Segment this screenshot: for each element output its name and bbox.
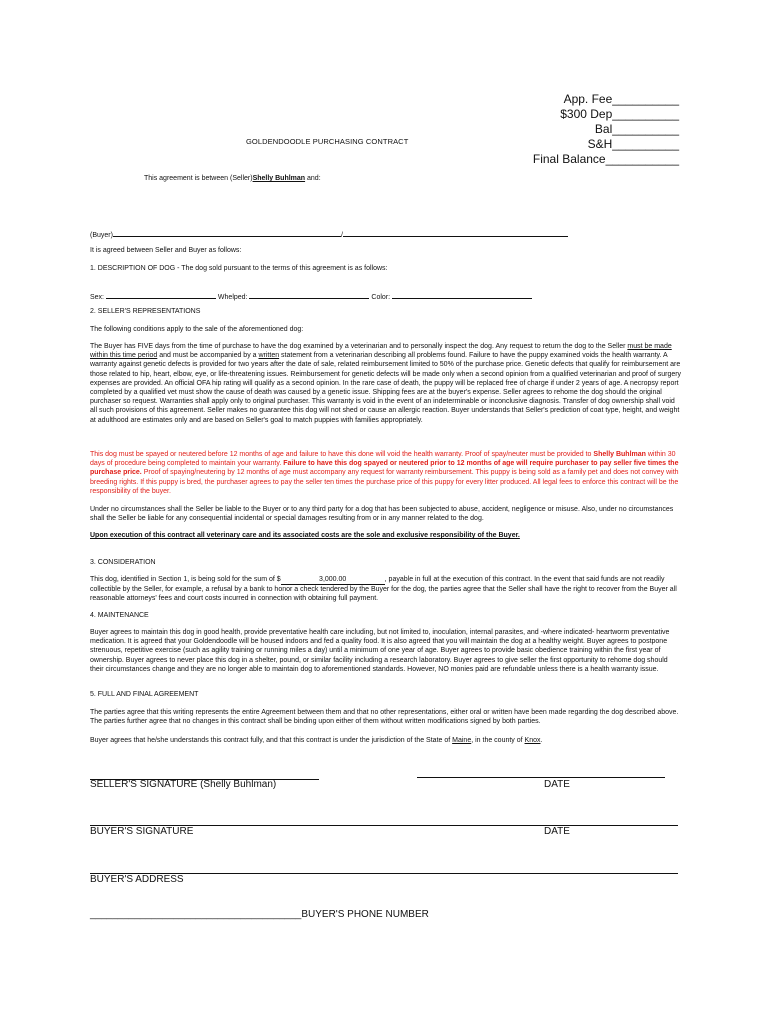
maintenance-paragraph: Buyer agrees to maintain this dog in good health, provide preventative health care including, but not limited to, inoculation, internal parasites, and -where indicated- heartworm preventative medication. It is agreed that your Goldendoodle will be housed indoors and fed a quality food. It is also agreed that you will maintain the dog at a healthy weight. Buyer agrees to postpone strenuous, repetitive exercise (such as agility training or running miles a day) until a minimum of one year of age. Buyer agrees to provide basic obedience training within the first year of ownership. Buyer agrees to never place this dog in a shelter, pound, or similar facility including a research laboratory. Buyer agrees to give seller the first opportunity to rehome dog should their circumstances change and they are no longer able to maintain dog to aforementioned standards. However, NO monies paid are refundable unless there is a health warranty issue.: [90, 629, 670, 673]
seller-date-line[interactable]: [417, 777, 665, 778]
fee-block: [533, 92, 679, 167]
seller-date-label: DATE: [544, 779, 570, 790]
buyer-date-label: DATE: [544, 826, 570, 837]
liability-paragraph: Under no circumstances shall the Seller be liable to the Buyer or to any third party for a dog that has been subjected to abuse, accident, negligence or misuse. Also, under no circumstances shall the Seller be liable for any consequential incidental or special damages resulting from or in any manner related to the dog.: [90, 506, 674, 523]
balance: Bal__________: [594, 122, 679, 136]
final-balance: Final Balance___________: [532, 152, 679, 166]
agreement-parties: This agreement is between (Seller)Shelly Buhlman and:: [144, 175, 321, 182]
section-5-heading: 5. FULL AND FINAL AGREEMENT: [90, 691, 199, 698]
buyer-name-blank-2[interactable]: [343, 228, 568, 237]
section-2-heading: 2. SELLER'S REPRESENTATIONS: [90, 308, 201, 315]
final-agreement-paragraph: The parties agree that this writing represents the entire Agreement between them and that no other representations, either oral or written have been made regarding the dog described above. The parties further agree that no changes in this contract shall be binding upon either of them without written modifications signed by both parties.: [90, 709, 679, 726]
agreed-statement: It is agreed between Seller and Buyer as follows:: [90, 247, 242, 254]
shipping-handling: S&H__________: [587, 137, 679, 151]
whelped-field[interactable]: [249, 290, 369, 299]
purchase-price[interactable]: 3,000.00: [281, 575, 385, 585]
buyer-phone-line[interactable]: ______________________________________: [90, 909, 302, 920]
app-fee: App. Fee__________: [563, 92, 679, 106]
jurisdiction-statement: Buyer agrees that he/she understands this contract fully, and that this contract is under the jurisdiction of the State of Maine, in the county of Knox.: [90, 737, 543, 744]
buyer-name-blank[interactable]: [113, 228, 341, 237]
color-field[interactable]: [392, 290, 532, 299]
health-warranty-paragraph: The Buyer has FIVE days from the time of purchase to have the dog examined by a veterinarian and to personally inspect the dog. Any request to return the dog to the Seller must be made within this time period and must be accompanied by a written statement from a veterinarian describing all problems found. Failure to have the puppy examined voids the health warranty. A warranty against genetic defects is provided for two years after the date of sale, related reimbursement limited to 50% of the purchase price. Genetic defects that qualify for reimbursement are those related to hip, heart, elbow, eye, or life-threatening issues. Reimbursement for genetic defects will be made only when a second opinion from a qualified veterinarian and proof of surgery expenses are provided. An official OFA hip rating will qualify as a second opinion. In the rare case of death, the puppy will be replaced free of charge if under 2 years of age. A necropsy report completed by a qualified vet must show the cause of death was caused by a genetic issue. Shipping fees are at the buyer's expense. Seller agrees to rehome the dog should the original purchaser so request. Warranties shall apply only to original purchaser. This warranty is void in the event of an indeterminable or inconclusive diagnosis. Transfer of dog ownership shall void all such provisions of this agreement. Seller makes no guarantee this dog will not shed or cause an allergic reaction. Buyer understands that Seller's prediction of coat type, height, and weight at adulthood are estimates only and are based on Seller's goal to match puppies with families appropriately.: [90, 343, 682, 424]
dog-fields: Sex: Whelped: Color:: [90, 290, 682, 302]
sex-field[interactable]: [106, 290, 216, 299]
document-title: GOLDENDOODLE PURCHASING CONTRACT: [246, 137, 409, 146]
deposit: $300 Dep__________: [560, 107, 679, 121]
state: Maine: [452, 737, 472, 744]
consideration-paragraph: This dog, identified in Section 1, is being sold for the sum of $ 3,000.00 , payable in full at the execution of this contract. In the event that said funds are not readily collectible by the Seller, for example, a refusal by a bank to honor a check tendered by the Buyer for the dog, the parties agree that the Seller shall have the right to recover from the Buyer all reasonable attorneys' fees and court costs incurred in connection with obtaining full payment.: [90, 576, 677, 603]
vet-costs-statement: Upon execution of this contract all veterinary care and its associated costs are the sole and exclusive responsibility of the Buyer.: [90, 532, 520, 539]
buyer-phone-label: BUYER'S PHONE NUMBER: [301, 909, 429, 920]
seller-signature-label: SELLER'S SIGNATURE (Shelly Buhlman): [90, 779, 277, 790]
section-4-heading: 4. MAINTENANCE: [90, 612, 149, 619]
spay-neuter-paragraph: This dog must be spayed or neutered before 12 months of age and failure to have this done will void the health warranty. Proof of spay/neuter must be provided to Shelly Buhlman within 30 days of procedure being completed to maintain your warranty. Failure to have this dog spayed or neutered prior to 12 months of age will require purchaser to pay seller five times the purchase price. Proof of spaying/neutering by 12 months of age must accompany any request for warranty reimbursement. This puppy is being sold as a family pet and does not convey with breeding rights. If this puppy is bred, the purchaser agrees to pay the seller ten times the purchase price of this puppy for every litter produced. All legal fees to enforce this contract will be the responsibility of the buyer.: [90, 451, 679, 495]
section-3-heading: 3. CONSIDERATION: [90, 559, 156, 566]
seller-name: Shelly Buhlman: [252, 175, 306, 182]
buyer-line: (Buyer) /: [90, 228, 682, 240]
buyer-signature-label: BUYER'S SIGNATURE: [90, 826, 194, 837]
buyer-phone-row: [90, 910, 682, 919]
section-1-heading: 1. DESCRIPTION OF DOG - The dog sold pursuant to the terms of this agreement is as follows:: [90, 265, 388, 272]
county: Knox: [524, 737, 541, 744]
section-2-intro: The following conditions apply to the sale of the aforementioned dog:: [90, 326, 304, 333]
buyer-address-label: BUYER'S ADDRESS: [90, 874, 184, 885]
